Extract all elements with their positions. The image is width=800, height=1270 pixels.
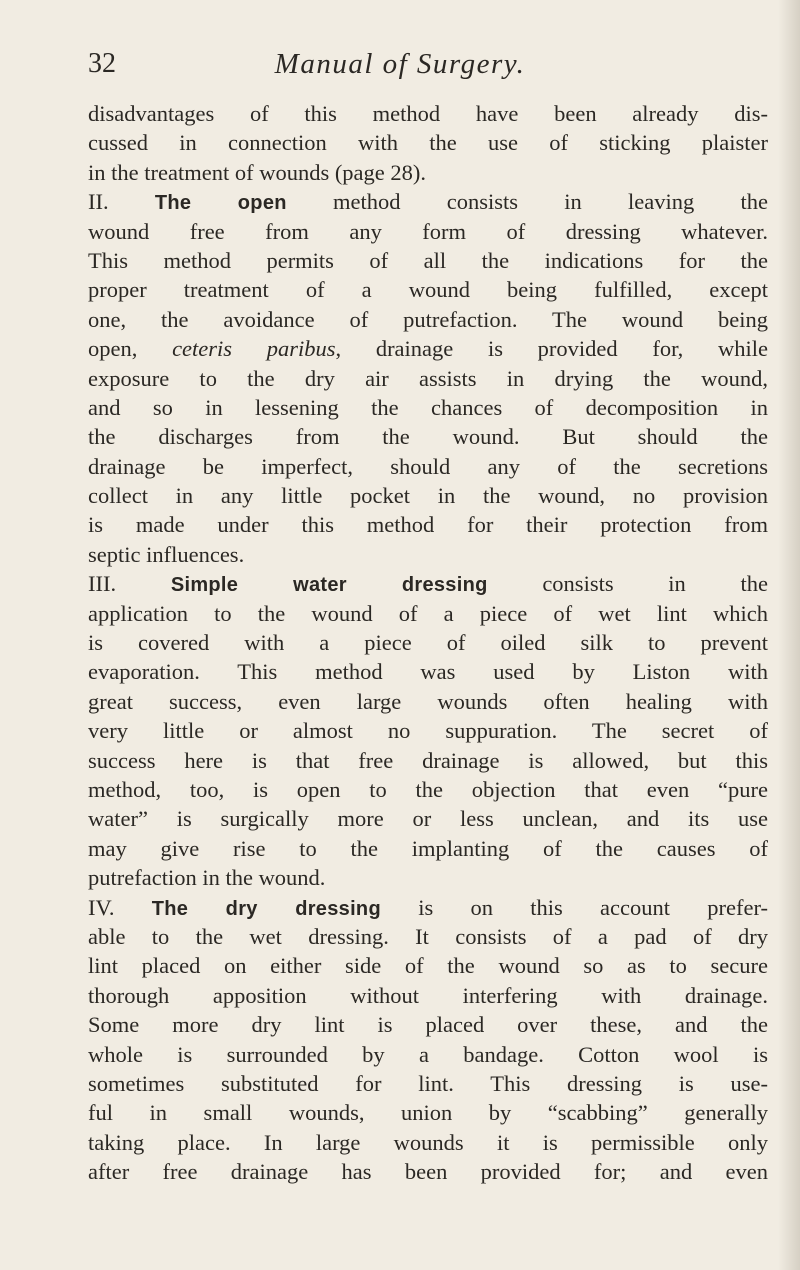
text-run: thorough apposition without interfering with drainage. <box>88 982 768 1008</box>
italic-run: ceteris paribus <box>172 336 336 362</box>
text-run: application to the wound of a piece of wet lint which <box>88 600 768 626</box>
text-run: is made under this method for their protection from <box>88 512 768 538</box>
text-run: disadvantages of this method have been already dis- <box>88 101 768 126</box>
text-run: exposure to the dry air assists in drying the wound, <box>88 365 768 391</box>
text-run: success here is that free drainage is allowed, but this <box>88 747 768 773</box>
text-run: one, the avoidance of putrefaction. The wound being <box>88 306 768 332</box>
text-line <box>88 1098 768 1127</box>
text-run: able to the wet dressing. It consists of a pad of dry <box>88 923 768 949</box>
text-run: putrefaction in the wound. <box>88 865 326 891</box>
page-header <box>0 48 800 88</box>
page-edge-shadow <box>778 0 800 1270</box>
text-run: method, too, is open to the objection that even “pure <box>88 776 768 802</box>
text-line <box>88 422 768 451</box>
text-run: III. <box>88 571 171 597</box>
text-line <box>88 128 768 157</box>
text-run: ful in small wounds, union by “scabbing” generally <box>88 1100 768 1126</box>
text-run: water” is surgically more or less unclean, and its use <box>88 806 768 832</box>
text-line <box>88 628 768 657</box>
section-heading-run: Simple water dressing <box>170 574 488 597</box>
text-line <box>88 599 768 628</box>
text-run: open, <box>88 336 173 362</box>
text-line <box>88 305 768 334</box>
text-run: the discharges from the wound. But should the <box>88 424 768 450</box>
text-line <box>88 981 768 1010</box>
text-run: Some more dry lint is placed over these, and the <box>88 1012 768 1038</box>
text-line <box>88 657 768 686</box>
text-run: collect in any little pocket in the wound, no provision <box>88 483 768 509</box>
text-run: very little or almost no suppuration. The secret of <box>88 718 768 744</box>
text-line <box>88 893 768 922</box>
text-line <box>88 510 768 539</box>
text-line <box>88 158 768 187</box>
section-heading-run: The dry dressing <box>151 897 381 920</box>
text-run: cussed in connection with the use of sticking plaister <box>88 130 768 156</box>
text-line <box>88 804 768 833</box>
text-line <box>88 1069 768 1098</box>
text-run: whole is surrounded by a bandage. Cotton wool is <box>88 1041 768 1067</box>
text-line <box>88 863 768 892</box>
body-text <box>88 99 768 1186</box>
text-line <box>88 481 768 510</box>
text-run: wound free from any form of dressing whatever. <box>88 218 768 244</box>
text-run: septic influences. <box>88 541 245 567</box>
text-run: method consists in leaving the <box>286 189 768 215</box>
text-line <box>88 246 768 275</box>
text-line <box>88 364 768 393</box>
text-run: consists in the <box>487 571 768 597</box>
page-number: 32 <box>88 48 116 79</box>
text-line <box>88 1128 768 1157</box>
section-heading-run: The open <box>154 192 287 215</box>
text-run: may give rise to the implanting of the causes of <box>88 835 768 861</box>
text-run: taking place. In large wounds it is permissible only <box>88 1129 768 1155</box>
text-run: and so in lessening the chances of decomposition in <box>88 394 768 420</box>
text-line <box>88 217 768 246</box>
text-line <box>88 99 768 128</box>
text-run: II. <box>88 189 155 215</box>
text-line <box>88 569 768 598</box>
text-line <box>88 393 768 422</box>
text-run: great success, even large wounds often healing with <box>88 688 768 714</box>
text-run: IV. <box>88 894 152 920</box>
text-run: drainage be imperfect, should any of the secretions <box>88 453 768 479</box>
text-line <box>88 1157 768 1186</box>
text-line <box>88 334 768 363</box>
text-line <box>88 1040 768 1069</box>
text-line <box>88 716 768 745</box>
text-line <box>88 746 768 775</box>
text-line <box>88 951 768 980</box>
text-run: This method permits of all the indications for the <box>88 247 768 273</box>
text-line <box>88 540 768 569</box>
text-line <box>88 1010 768 1039</box>
text-run: lint placed on either side of the wound so as to secure <box>88 953 768 979</box>
text-run: after free drainage has been provided for; and even <box>88 1159 768 1185</box>
text-run: , drainage is provided for, while <box>335 336 768 362</box>
text-line <box>88 922 768 951</box>
text-line <box>88 187 768 216</box>
text-run: in the treatment of wounds (page 28). <box>88 159 427 185</box>
text-run: sometimes substituted for lint. This dressing is use- <box>88 1070 768 1096</box>
text-line <box>88 775 768 804</box>
text-line <box>88 834 768 863</box>
text-line <box>88 687 768 716</box>
text-run: is covered with a piece of oiled silk to prevent <box>88 630 768 656</box>
text-run: evaporation. This method was used by Liston with <box>88 659 768 685</box>
running-title: Manual of Surgery. <box>274 48 526 80</box>
text-line <box>88 452 768 481</box>
text-line <box>88 275 768 304</box>
text-run: is on this account prefer- <box>380 894 768 920</box>
text-run: proper treatment of a wound being fulfilled, except <box>88 277 768 303</box>
